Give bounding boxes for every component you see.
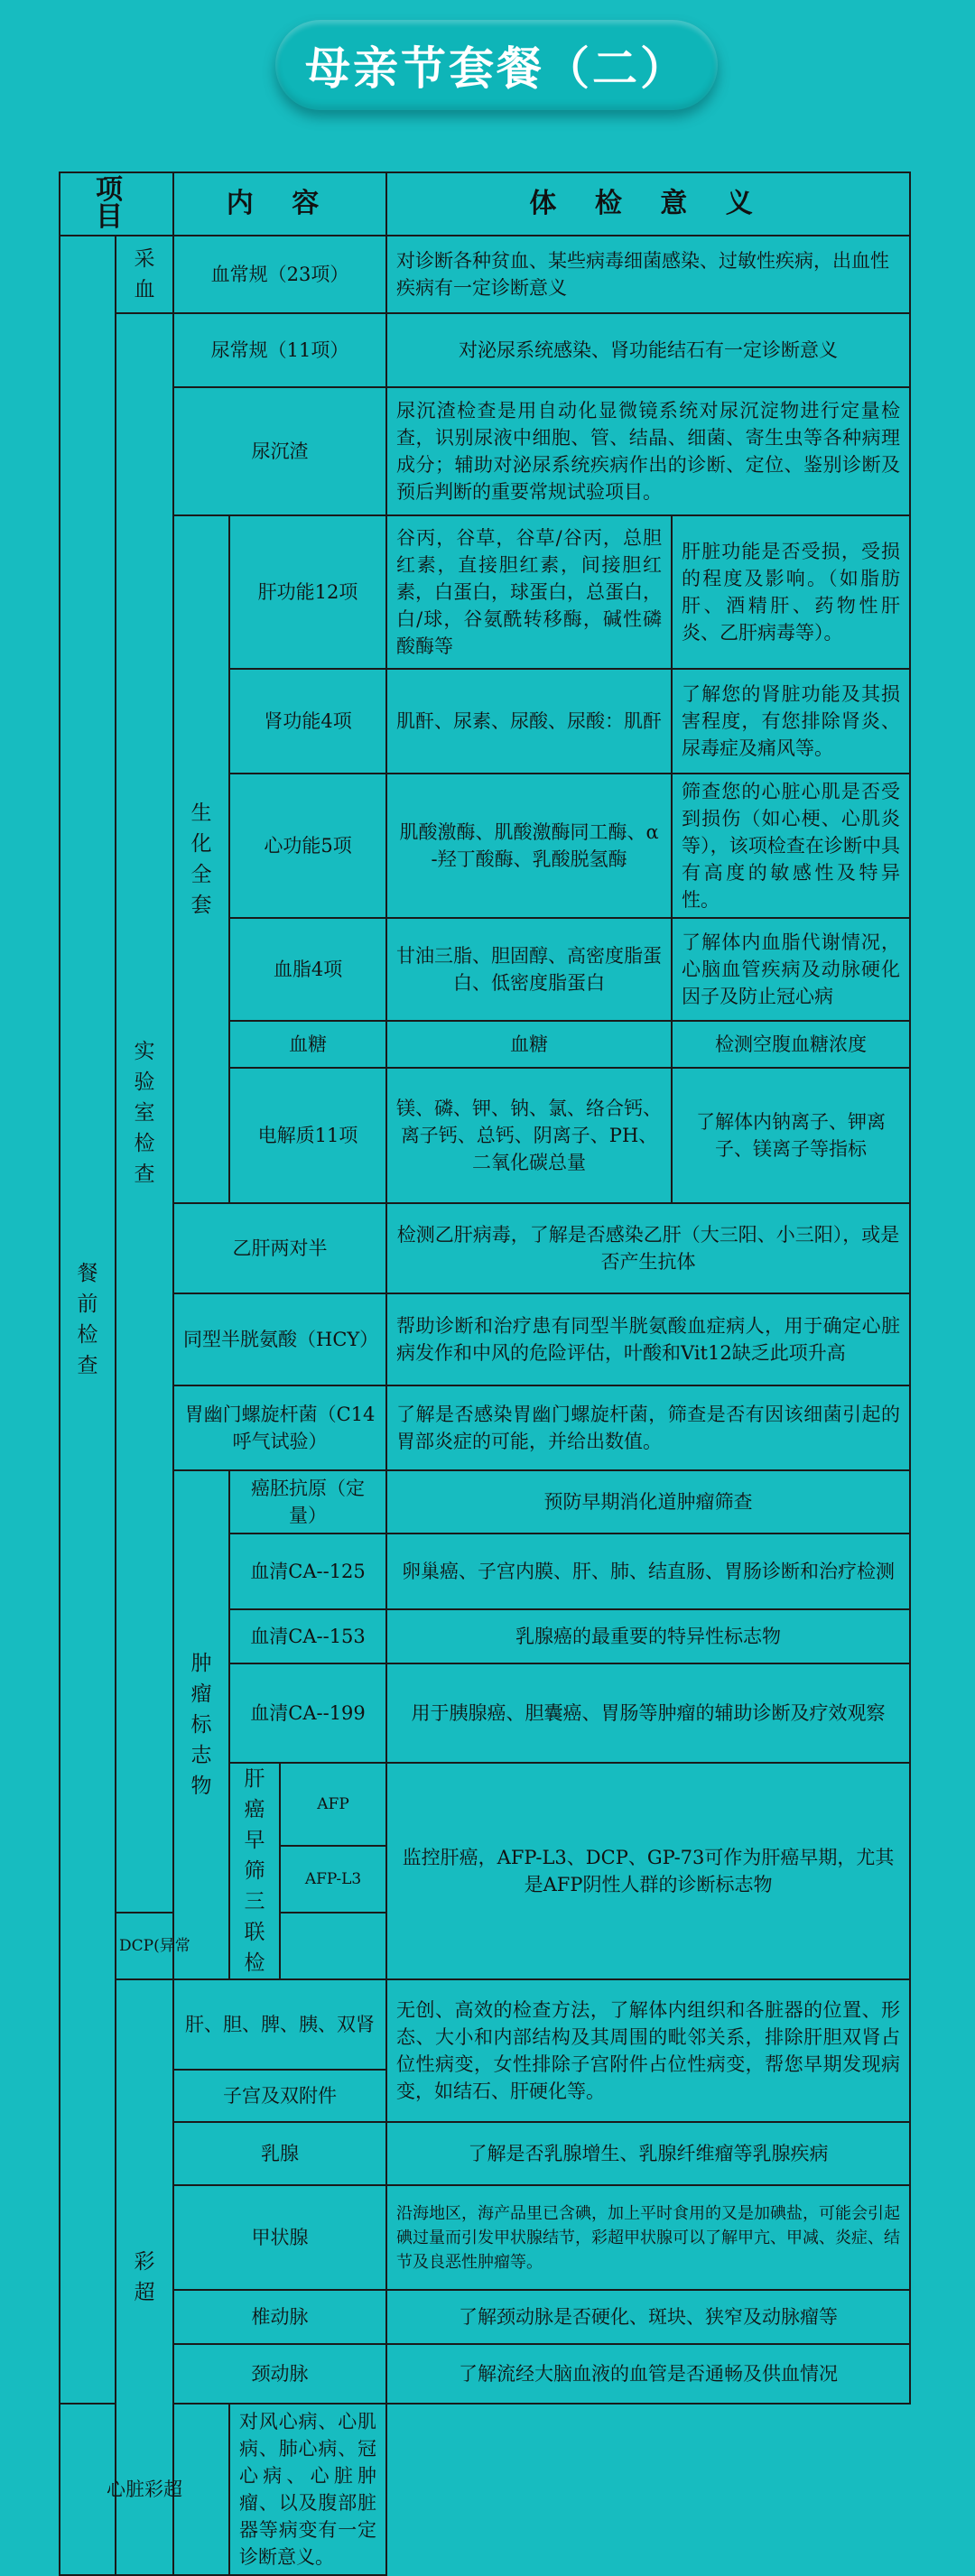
meaning-lipid: 了解体内血脂代谢情况，心脑血管疾病及动脉硬化因子及防止冠心病 bbox=[672, 918, 910, 1021]
liver-cancer-afp: AFP bbox=[280, 1763, 386, 1846]
checkup-table bbox=[59, 171, 911, 2576]
table-row bbox=[60, 387, 910, 515]
meaning-carotid: 了解流经大脑血液的血管是否通畅及供血情况 bbox=[386, 2344, 910, 2404]
meaning-urine-sediment: 尿沉渣检查是用自动化显微镜系统对尿沉淀物进行定量检查，识别尿液中细胞、管、结晶、细菌、寄生虫等各种病理成分；辅助对泌尿系统疾病作出的诊断、定位、鉴别诊断及预后判断的重要常规试验项目。 bbox=[386, 387, 910, 515]
meaning-liver-cancer: 监控肝癌，AFP-L3、DCP、GP-73可作为肝癌早期，尤其是AFP阴性人群的诊断标志物 bbox=[386, 1763, 910, 1979]
table-row bbox=[60, 2404, 910, 2575]
item-hcy: 同型半胱氨酸（HCY） bbox=[173, 1293, 386, 1385]
table-row bbox=[60, 236, 910, 313]
meaning-electrolyte: 了解体内钠离子、钾离子、镁离子等指标 bbox=[672, 1068, 910, 1203]
item-uterus: 子宫及双附件 bbox=[173, 2070, 386, 2122]
meaning-hcy: 帮助诊断和治疗患有同型半胱氨酸血症病人，用于确定心脏病发作和中风的危险评估，叶酸和Vit12缺乏此项升高 bbox=[386, 1293, 910, 1385]
item-glucose: 血糖 bbox=[229, 1021, 386, 1068]
meaning-cea: 预防早期消化道肿瘤筛查 bbox=[386, 1470, 910, 1534]
item-heart: 心功能5项 bbox=[229, 774, 386, 918]
meaning-urine-routine: 对泌尿系统感染、肾功能结石有一定诊断意义 bbox=[386, 313, 910, 387]
meaning-kidney: 了解您的肾脏功能及其损害程度，有您排除肾炎、尿毒症及痛风等。 bbox=[672, 669, 910, 774]
item-lipid: 血脂4项 bbox=[229, 918, 386, 1021]
meaning-cardiac: 对风心病、心肌病、肺心病、冠心病、心脏肿瘤、以及腹部脏器等病变有一定诊断意义。 bbox=[229, 2404, 386, 2575]
content-heart: 肌酸激酶、肌酸激酶同工酶、α-羟丁酸酶、乳酸脱氢酶 bbox=[386, 774, 672, 918]
content-liver: 谷丙，谷草，谷草/谷丙，总胆红素，直接胆红素，间接胆红素，白蛋白，球蛋白，总蛋白，白/球，谷氨酰转移酶，碱性磷酸酶等 bbox=[386, 515, 672, 669]
item-carotid: 颈动脉 bbox=[173, 2344, 386, 2404]
item-kidney: 肾功能4项 bbox=[229, 669, 386, 774]
header-content: 内 容 bbox=[173, 172, 386, 236]
item-urine-routine: 尿常规（11项） bbox=[173, 313, 386, 387]
item-liver: 肝功能12项 bbox=[229, 515, 386, 669]
content-glucose: 血糖 bbox=[386, 1021, 672, 1068]
table-row bbox=[60, 313, 910, 387]
item-ca199: 血清CA--199 bbox=[229, 1663, 386, 1763]
table-row bbox=[60, 1979, 910, 2070]
group-ultrasound: 彩超 bbox=[116, 1979, 173, 2575]
item-abdomen: 肝、胆、脾、胰、双肾 bbox=[173, 1979, 386, 2070]
meaning-liver: 肝脏功能是否受损，受损的程度及影响。（如脂肪肝、酒精肝、药物性肝炎、乙肝病毒等）。 bbox=[672, 515, 910, 669]
item-urine-sediment: 尿沉渣 bbox=[173, 387, 386, 515]
table-row bbox=[60, 2290, 910, 2344]
table-row bbox=[60, 2185, 910, 2290]
item-hepb: 乙肝两对半 bbox=[173, 1203, 386, 1293]
table-row bbox=[60, 515, 910, 669]
meaning-ca125: 卵巢癌、子宫内膜、肝、肺、结直肠、胃肠诊断和治疗检测 bbox=[386, 1534, 910, 1609]
item-ca153: 血清CA--153 bbox=[229, 1609, 386, 1663]
group-biochem: 生化全套 bbox=[173, 515, 229, 1203]
group-pre-meal: 餐前检查 bbox=[60, 236, 116, 2404]
liver-cancer-afp-l3: AFP-L3 bbox=[280, 1846, 386, 1913]
item-electrolyte: 电解质11项 bbox=[229, 1068, 386, 1203]
item-ca125: 血清CA--125 bbox=[229, 1534, 386, 1609]
table-row bbox=[60, 2122, 910, 2185]
group-lab: 实验室检查 bbox=[116, 313, 173, 1913]
item-vertebral: 椎动脉 bbox=[173, 2290, 386, 2344]
table-row bbox=[60, 2344, 910, 2404]
item-cardiac: 心脏彩超 bbox=[60, 2404, 229, 2575]
meaning-ca199: 用于胰腺癌、胆囊癌、胃肠等肿瘤的辅助诊断及疗效观察 bbox=[386, 1663, 910, 1763]
header-row bbox=[60, 172, 910, 236]
meaning-glucose: 检测空腹血糖浓度 bbox=[672, 1021, 910, 1068]
meaning-heart: 筛查您的心脏心肌是否受到损伤（如心梗、心肌炎等），该项检查在诊断中具有高度的敏感性及特异性。 bbox=[672, 774, 910, 918]
item-hp: 胃幽门螺旋杆菌（C14呼气试验） bbox=[173, 1385, 386, 1470]
table-row bbox=[60, 1293, 910, 1385]
header-meaning: 体 检 意 义 bbox=[386, 172, 910, 236]
group-tumor: 肿瘤标志物 bbox=[173, 1470, 229, 1979]
meaning-hepb: 检测乙肝病毒，了解是否感染乙肝（大三阳、小三阳），或是否产生抗体 bbox=[386, 1203, 910, 1293]
liver-cancer-dcp: DCP(异常 bbox=[116, 1913, 173, 1979]
meaning-abdomen: 无创、高效的检查方法，了解体内组织和各脏器的位置、形态、大小和内部结构及其周围的毗邻关系，排除肝胆双肾占位性病变，女性排除子宫附件占位性病变，帮您早期发现病变，如结石、肝硬化等。 bbox=[386, 1979, 910, 2122]
title-area bbox=[0, 0, 975, 162]
table-row bbox=[60, 1470, 910, 1534]
header-item: 项 目 bbox=[60, 172, 173, 236]
meaning-blood-routine: 对诊断各种贫血、某些病毒细菌感染、过敏性疾病，出血性疾病有一定诊断意义 bbox=[386, 236, 910, 313]
content-kidney: 肌酐、尿素、尿酸、尿酸：肌酐 bbox=[386, 669, 672, 774]
group-blood-draw: 采血 bbox=[116, 236, 173, 313]
page-title: 母亲节套餐（二） bbox=[275, 20, 718, 110]
table-row bbox=[60, 1385, 910, 1470]
meaning-breast: 了解是否乳腺增生、乳腺纤维瘤等乳腺疾病 bbox=[386, 2122, 910, 2185]
meaning-thyroid: 沿海地区，海产品里已含碘，加上平时食用的又是加碘盐，可能会引起碘过量而引发甲状腺结节，彩超甲状腺可以了解甲亢、甲减、炎症、结节及良恶性肿瘤等。 bbox=[386, 2185, 910, 2290]
item-blood-routine: 血常规（23项） bbox=[173, 236, 386, 313]
meaning-hp: 了解是否感染胃幽门螺旋杆菌，筛查是否有因该细菌引起的胃部炎症的可能，并给出数值。 bbox=[386, 1385, 910, 1470]
item-cea: 癌胚抗原（定量） bbox=[229, 1470, 386, 1534]
item-thyroid: 甲状腺 bbox=[173, 2185, 386, 2290]
table-row bbox=[60, 1203, 910, 1293]
item-breast: 乳腺 bbox=[173, 2122, 386, 2185]
group-liver-cancer: 肝癌早筛三联检 bbox=[229, 1763, 280, 1979]
meaning-vertebral: 了解颈动脉是否硬化、斑块、狭窄及动脉瘤等 bbox=[386, 2290, 910, 2344]
meaning-ca153: 乳腺癌的最重要的特异性标志物 bbox=[386, 1609, 910, 1663]
content-lipid: 甘油三脂、胆固醇、高密度脂蛋白、低密度脂蛋白 bbox=[386, 918, 672, 1021]
content-electrolyte: 镁、磷、钾、钠、氯、络合钙、离子钙、总钙、阴离子、PH、二氧化碳总量 bbox=[386, 1068, 672, 1203]
